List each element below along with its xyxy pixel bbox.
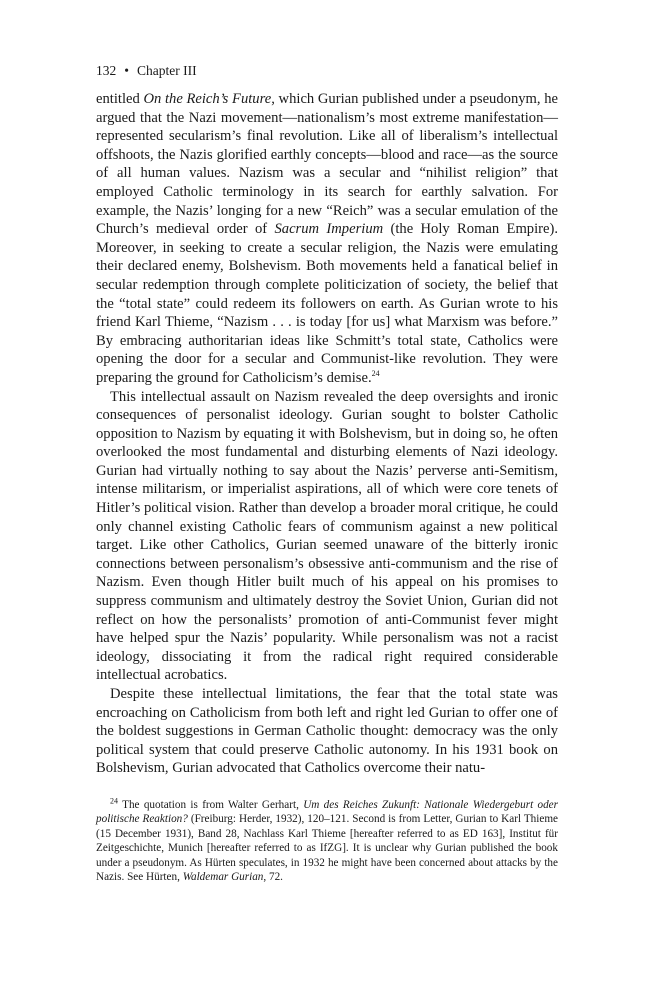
footnote-text-a: The quotation is from Walter Gerhart,: [118, 798, 304, 811]
footnote-24: [96, 798, 558, 884]
chapter-title: Chapter III: [136, 63, 197, 78]
p1-text-e: (the Holy Roman Empire). Moreover, in seeking to create a secular religion, the Nazis were emulating their declared enemy, Bolshevism. Both movements held a fanatical belief in secular redemption through complete politicization of society, the belief that the “total state” could redeem its followers on earth. As Gurian wrote to his friend Karl Thieme, “Nazism . . . is today [for us] what Marxism was before.” By embracing authoritarian ideas like Schmitt’s total state, Catholics were opening the door for a secular and Communist-like revolution. They were preparing the ground for Catholicism’s demise.: [96, 221, 558, 386]
page-number: 132: [96, 63, 117, 78]
book-page: [96, 62, 558, 884]
book-title-reichs-future: On the Reich’s Future: [143, 91, 272, 107]
bullet-separator: •: [124, 63, 129, 78]
term-sacrum-imperium: Sacrum Imperium: [274, 221, 384, 238]
footnote-number: 24: [110, 796, 118, 806]
footnote-title-waldemar-gurian: Waldemar Gurian: [182, 871, 264, 883]
footnote-text-e: , 72.: [263, 871, 283, 883]
footnote-title-um-des-reiches: Um des Reiches Zukunft: Nationale Wiedergeburt oder politische Reaktion?: [96, 798, 559, 826]
paragraph-3: Despite these intellectual limitations, the fear that the total state was encroaching on Catholicism from both left and right led Gurian to offer one of the boldest suggestions in German Catholic thought: democracy was the only political system that could preserve Catholic autonomy. In his 1931 book on Bolshevism, Gurian advocated that Catholics overcome their natu-: [96, 686, 558, 777]
paragraph-1: [96, 90, 558, 388]
footnotes: [96, 798, 558, 884]
p1-text-a: entitled: [96, 91, 144, 107]
p1-text-c: , which Gurian published under a pseudonym, he argued that the Nazi movement—nationalism’s most extreme manifestation—represented secularism’s final revolution. Like all of liberalism’s intellectual offshoots, the Nazis glorified earthly concepts—blood and race—as the source of all human values. Nazism was a secular and “nihilist religion” that employed Catholic terminology in its search for earthly salvation. For example, the Nazis’ longing for a new “Reich” was a secular emulation of the Church’s medieval order of: [96, 91, 558, 238]
running-head: [96, 62, 558, 80]
footnote-text-c: (Freiburg: Herder, 1932), 120–121. Second is from Letter, Gurian to Karl Thieme (15 December 1931), Band 28, Nachlass Karl Thieme [hereafter referred to as ED 163], Institut für Zeitgeschichte, Munich [hereafter referred to as IfZG]. It is unclear why Gurian published the book under a pseudonym. As Hürten speculates, in 1932 he might have been concerned about attacks by the Nazis. See Hürten,: [96, 813, 558, 883]
footnote-reference-24[interactable]: 24: [371, 369, 380, 379]
paragraph-2: This intellectual assault on Nazism revealed the deep oversights and ironic consequences of personalist ideology. Gurian sought to bolster Catholic opposition to Nazism by equating it with Bolshevism, but in doing so, he often overlooked the most fundamental and disturbing elements of Nazi ideology. Gurian had virtually nothing to say about the Nazis’ perverse anti-Semitism, intense militarism, or imperialist aspirations, all of which were core tenets of Hitler’s political vision. Rather than develop a broader moral critique, he could only channel existing Catholic fears of communism against a new political target. Like other Catholics, Gurian seemed unaware of the bitterly ironic connections between personalism’s obsessive anti-communism and the rise of Nazism. Even though Hitler built much of his appeal on his promises to suppress communism and ultimately destroy the Soviet Union, Gurian did not reflect on how the personalists’ promotion of anti-Communist fever might have helped spur the Nazis’ popularity. While personalism was not a racist ideology, dissociating it from the radical right required considerable intellectual acrobatics.: [96, 388, 558, 684]
body-text: [96, 90, 558, 778]
